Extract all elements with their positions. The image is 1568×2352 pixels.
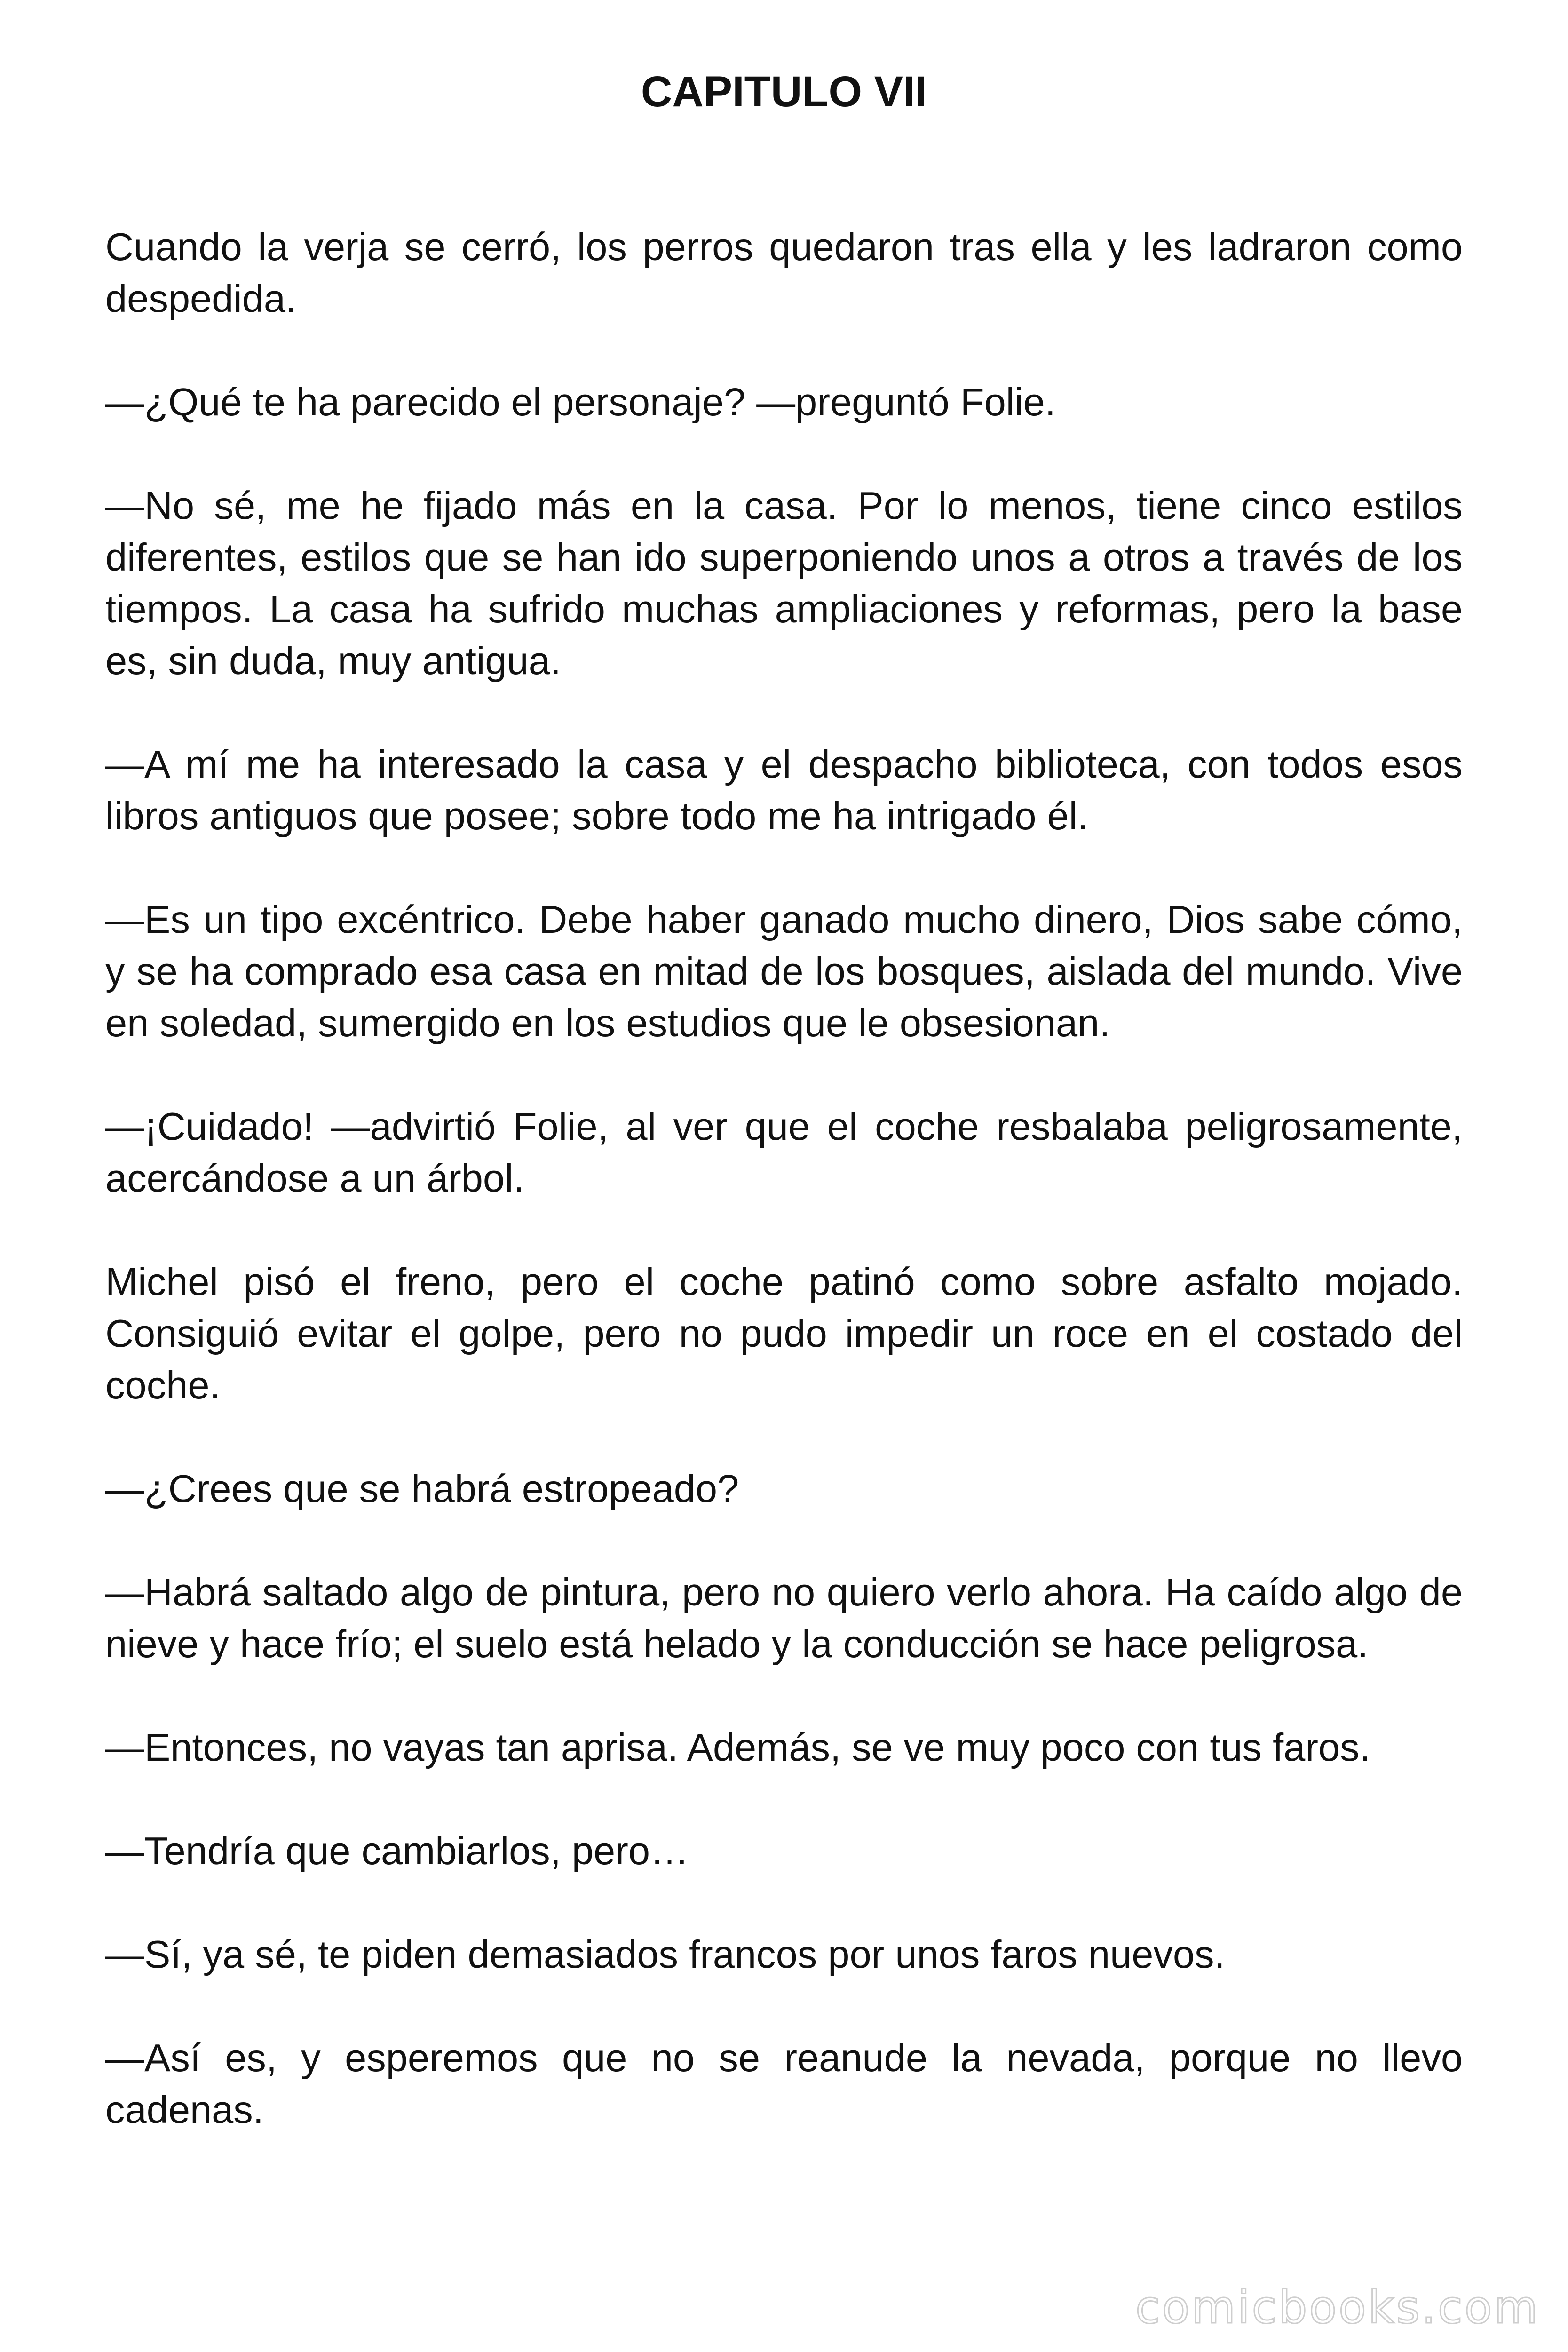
paragraph: —¿Qué te ha parecido el personaje? —preguntó Folie. [105,380,1056,424]
watermark: comicbooks.com [1135,2281,1540,2334]
paragraph: —No sé, me he fijado más en la casa. Por lo menos, tiene cinco estilos diferentes, estilos que se han ido superponiendo unos a otros a través de los tiempos. La casa ha sufrido muchas ampliaciones y reformas, pero la base es, sin duda, muy antigua. [105,484,1463,683]
paragraph: —¡Cuidado! —advirtió Folie, al ver que el coche resbalaba peligrosamente, acercándose a un árbol. [105,1104,1463,1200]
paragraph: —Entonces, no vayas tan aprisa. Además, se ve muy poco con tus faros. [105,1725,1370,1769]
paragraph: Michel pisó el freno, pero el coche patinó como sobre asfalto mojado. Consiguió evitar el golpe, pero no pudo impedir un roce en el costado del coche. [105,1260,1463,1407]
paragraph: —Sí, ya sé, te piden demasiados francos por unos faros nuevos. [105,1932,1225,1976]
body-text [105,221,1463,2187]
paragraph: —Es un tipo excéntrico. Debe haber ganado mucho dinero, Dios sabe cómo, y se ha comprado esa casa en mitad de los bosques, aislada del mundo. Vive en soledad, sumergido en los estudios que le obsesionan. [105,898,1463,1045]
paragraph: Cuando la verja se cerró, los perros quedaron tras ella y les ladraron como despedida. [105,225,1463,320]
paragraph: —Así es, y esperemos que no se reanude la nevada, porque no llevo cadenas. [105,2036,1463,2131]
paragraph: —¿Crees que se habrá estropeado? [105,1467,739,1510]
paragraph: —A mí me ha interesado la casa y el despacho biblioteca, con todos esos libros antiguos que posee; sobre todo me ha intrigado él. [105,742,1463,838]
paragraph: —Tendría que cambiarlos, pero… [105,1829,689,1873]
paragraph: —Habrá saltado algo de pintura, pero no quiero verlo ahora. Ha caído algo de nieve y hace frío; el suelo está helado y la conducción se hace peligrosa. [105,1570,1463,1666]
chapter-title: CAPITULO VII [641,68,927,116]
